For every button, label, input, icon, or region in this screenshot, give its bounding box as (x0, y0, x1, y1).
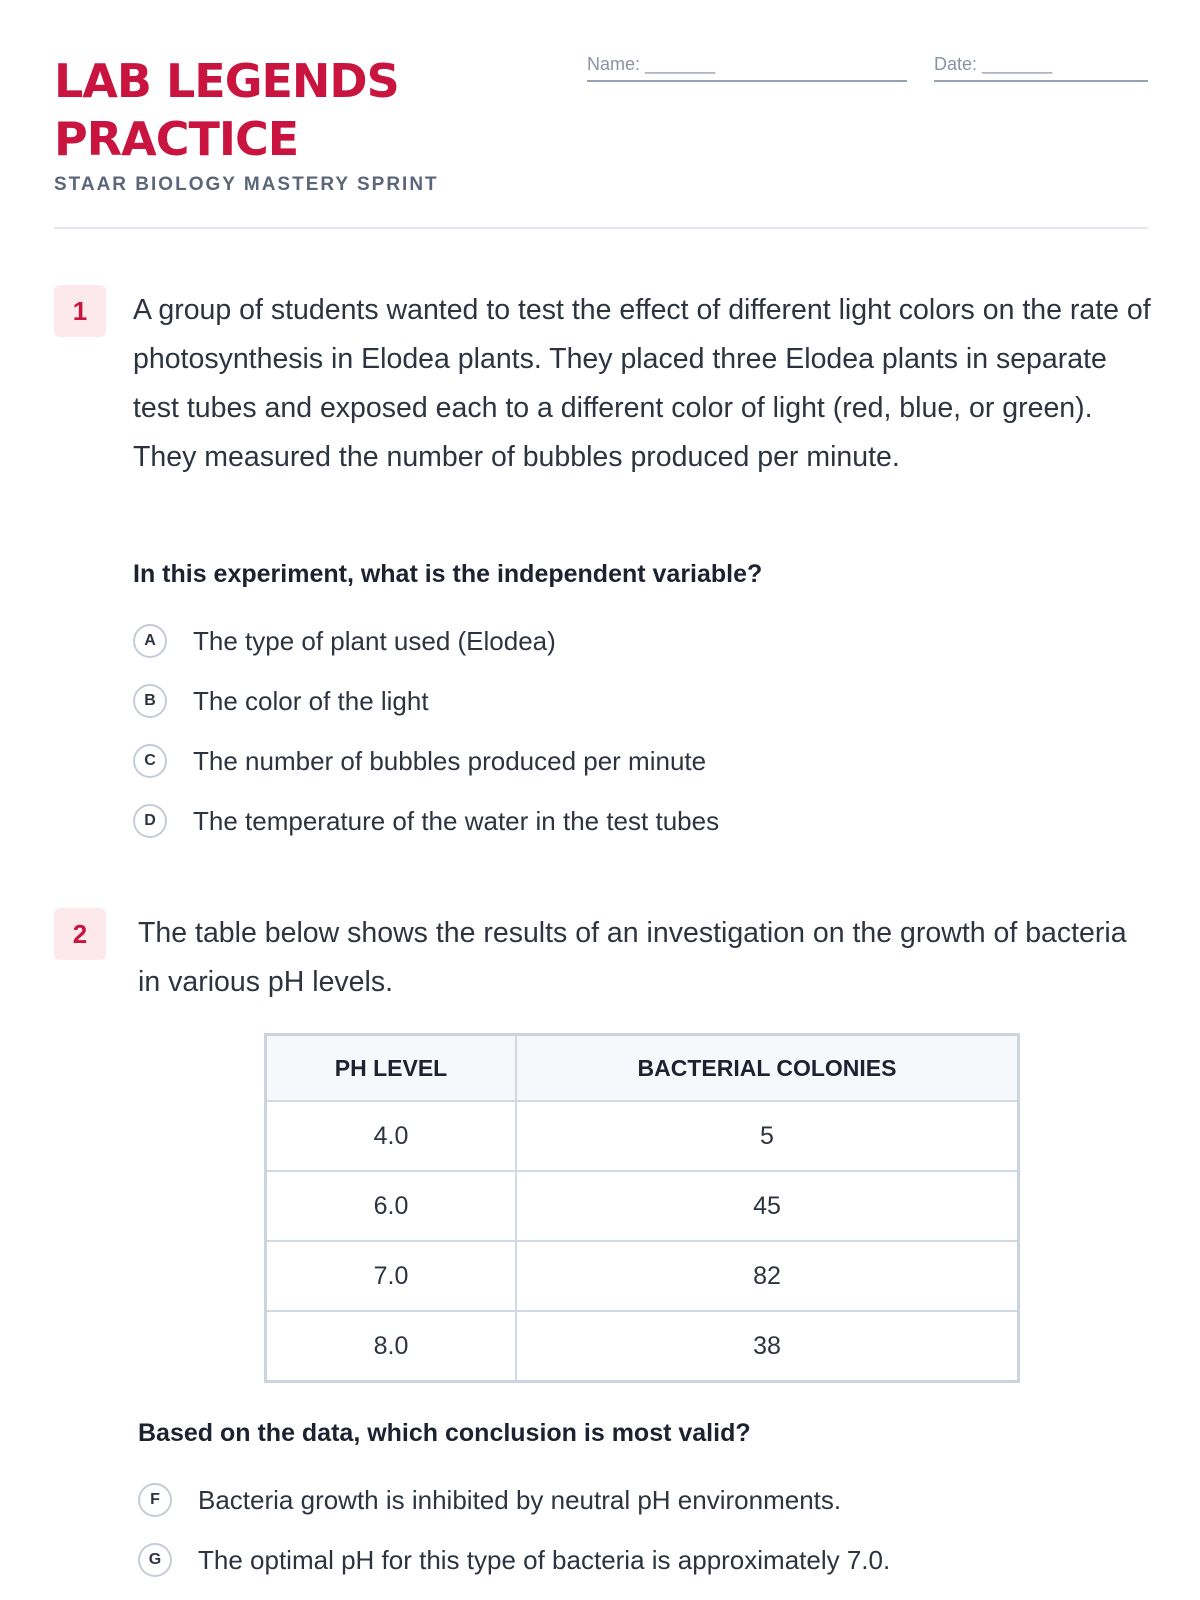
table-cell: 45 (516, 1171, 1019, 1241)
table-cell: 8.0 (266, 1311, 517, 1382)
table-cell: 5 (516, 1101, 1019, 1171)
answer-options (133, 611, 719, 851)
table-row (266, 1311, 1019, 1382)
option-text: The temperature of the water in the test tubes (193, 805, 720, 836)
header-divider (54, 227, 1148, 229)
table-cell: 4.0 (266, 1101, 517, 1171)
table-header-row (266, 1035, 1019, 1102)
option-text: The type of plant used (Elodea) (193, 625, 556, 656)
option-text: The number of bubbles produced per minute (193, 745, 707, 776)
option-text: The color of the light (193, 685, 429, 716)
option-letter-bubble[interactable]: D (133, 804, 167, 838)
question-number-badge: 2 (54, 908, 106, 960)
option-letter-bubble[interactable]: G (138, 1543, 172, 1577)
table-cell: 6.0 (266, 1171, 517, 1241)
name-field[interactable] (587, 54, 907, 82)
table-row (266, 1241, 1019, 1311)
question-stem: The table below shows the results of an investigation on the growth of bacteria in various pH levels. (138, 917, 1127, 998)
option-text: The optimal pH for this type of bacteria is approximately 7.0. (198, 1544, 891, 1575)
table-row (266, 1101, 1019, 1171)
answer-option-d[interactable] (133, 791, 719, 851)
option-letter-bubble[interactable]: F (138, 1483, 172, 1517)
table-header-cell: BACTERIAL COLONIES (516, 1035, 1019, 1102)
option-text: Bacteria growth is inhibited by neutral pH environments. (198, 1484, 842, 1515)
answer-option-b[interactable] (133, 671, 719, 731)
option-letter-bubble[interactable]: A (133, 624, 167, 658)
answer-option-c[interactable] (133, 731, 719, 791)
answer-option-a[interactable] (133, 611, 719, 671)
option-letter-bubble[interactable]: C (133, 744, 167, 778)
date-label: Date: _______ (934, 54, 1053, 74)
table-cell: 7.0 (266, 1241, 517, 1311)
table-header-cell: PH LEVEL (266, 1035, 517, 1102)
worksheet-subtitle: STAAR BIOLOGY MASTERY SPRINT (54, 174, 439, 195)
worksheet-title: LAB LEGENDS PRACTICE (54, 54, 399, 166)
date-field[interactable] (934, 54, 1148, 82)
name-label: Name: _______ (587, 54, 716, 74)
question-prompt: Based on the data, which conclusion is most valid? (138, 1419, 751, 1447)
table-cell: 82 (516, 1241, 1019, 1311)
results-table (264, 1033, 1020, 1383)
table-cell: 38 (516, 1311, 1019, 1382)
question-prompt: In this experiment, what is the independent variable? (133, 560, 763, 588)
answer-option-f[interactable] (138, 1470, 890, 1530)
option-letter-bubble[interactable]: B (133, 684, 167, 718)
answer-option-g[interactable] (138, 1530, 890, 1590)
question-stem: A group of students wanted to test the effect of different light colors on the rate of photosynthesis in Elodea plants. They placed three Elodea plants in separate test tubes and exposed each to a different color of light (red, blue, or green). They measured the number of bubbles produced per minute. (133, 294, 1151, 473)
table-row (266, 1171, 1019, 1241)
answer-options (138, 1470, 890, 1590)
question-number-badge: 1 (54, 285, 106, 337)
